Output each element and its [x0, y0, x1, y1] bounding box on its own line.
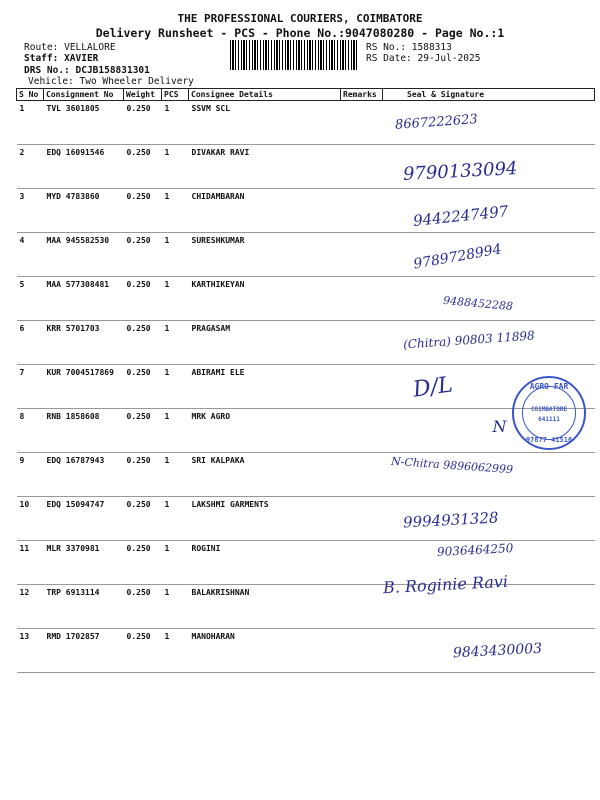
table-row — [17, 365, 595, 409]
cell-consignee: ABIRAMI ELE — [189, 365, 341, 409]
table-row — [17, 277, 595, 321]
cell-weight: 0.250 — [124, 321, 162, 365]
cell-signature — [383, 277, 595, 321]
cell-remarks — [341, 585, 383, 629]
signature: 9442247497 — [411, 202, 509, 230]
rs-date-line — [366, 53, 480, 64]
rs-no-line — [366, 42, 452, 53]
table-row — [17, 101, 595, 145]
cell-signature — [383, 145, 595, 189]
stamp-top-text: AGRO FAR — [529, 382, 569, 391]
cell-sno: 4 — [17, 233, 44, 277]
cell-sno: 6 — [17, 321, 44, 365]
cell-remarks — [341, 145, 383, 189]
cell-consignee: MANOHARAN — [189, 629, 341, 673]
cell-weight: 0.250 — [124, 101, 162, 145]
cell-consignee: CHIDAMBARAN — [189, 189, 341, 233]
company-seal-stamp — [512, 376, 586, 450]
cell-pcs: 1 — [162, 145, 189, 189]
cell-consignee: ROGINI — [189, 541, 341, 585]
cell-signature — [383, 233, 595, 277]
table-row — [17, 453, 595, 497]
cell-signature — [383, 101, 595, 145]
cell-remarks — [341, 365, 383, 409]
cell-consignment: EDQ 16091546 — [44, 145, 124, 189]
cell-weight: 0.250 — [124, 629, 162, 673]
cell-pcs: 1 — [162, 233, 189, 277]
cell-pcs: 1 — [162, 585, 189, 629]
drs-line — [24, 65, 150, 76]
cell-pcs: 1 — [162, 101, 189, 145]
cell-pcs: 1 — [162, 189, 189, 233]
drs-label: DRS No.: — [24, 65, 70, 76]
cell-pcs: 1 — [162, 453, 189, 497]
cell-sno: 13 — [17, 629, 44, 673]
cell-weight: 0.250 — [124, 365, 162, 409]
stamp-bottom-text: 97877 41516 — [525, 436, 573, 444]
cell-sno: 9 — [17, 453, 44, 497]
cell-consignment: RMD 1702857 — [44, 629, 124, 673]
route-line — [24, 42, 116, 53]
cell-consignment: MLR 3370981 — [44, 541, 124, 585]
cell-consignee: DIVAKAR RAVI — [189, 145, 341, 189]
route-label: Route: — [24, 42, 59, 53]
cell-weight: 0.250 — [124, 453, 162, 497]
cell-consignee: PRAGASAM — [189, 321, 341, 365]
cell-consignment: TVL 3601805 — [44, 101, 124, 145]
stamp-code-text: 641111 — [538, 416, 560, 423]
col-consignee: Consignee Details — [189, 89, 341, 101]
cell-pcs: 1 — [162, 277, 189, 321]
cell-consignment: MAA 577308481 — [44, 277, 124, 321]
cell-weight: 0.250 — [124, 497, 162, 541]
cell-signature — [383, 321, 595, 365]
cell-signature — [383, 497, 595, 541]
company-title: THE PROFESSIONAL COURIERS, COIMBATORE — [177, 12, 423, 25]
cell-sno: 7 — [17, 365, 44, 409]
cell-remarks — [341, 189, 383, 233]
cell-remarks — [341, 233, 383, 277]
cell-sno: 12 — [17, 585, 44, 629]
drs-value: DCJB158831301 — [75, 65, 150, 76]
signature: 9789728994 — [411, 241, 503, 273]
rs-no-label: RS No.: — [366, 42, 407, 53]
cell-consignee: KARTHIKEYAN — [189, 277, 341, 321]
signature-mark: N — [492, 417, 507, 436]
signature: 9790133094 — [402, 158, 518, 185]
cell-consignment: TRP 6913114 — [44, 585, 124, 629]
cell-consignment: EDQ 15094747 — [44, 497, 124, 541]
col-consignment: Consignment No — [44, 89, 124, 101]
cell-weight: 0.250 — [124, 233, 162, 277]
cell-sno: 10 — [17, 497, 44, 541]
rs-date-label: RS Date: — [366, 53, 412, 64]
table-row — [17, 409, 595, 453]
cell-sno: 3 — [17, 189, 44, 233]
cell-weight: 0.250 — [124, 409, 162, 453]
cell-signature — [383, 189, 595, 233]
signature: D/L — [410, 372, 454, 403]
cell-pcs: 1 — [162, 497, 189, 541]
stamp-middle-text: COIMBATORE — [530, 406, 568, 413]
table-row — [17, 189, 595, 233]
cell-consignee: MRK AGRO — [189, 409, 341, 453]
rs-no-value: 1588313 — [411, 42, 452, 53]
cell-weight: 0.250 — [124, 541, 162, 585]
vehicle-label: Vehicle: — [28, 76, 74, 87]
staff-line — [24, 53, 98, 64]
cell-remarks — [341, 629, 383, 673]
cell-remarks — [341, 101, 383, 145]
staff-value: XAVIER — [64, 53, 99, 64]
signature: 9488452288 — [442, 293, 513, 314]
cell-remarks — [341, 541, 383, 585]
cell-remarks — [341, 497, 383, 541]
cell-weight: 0.250 — [124, 585, 162, 629]
cell-signature — [383, 453, 595, 497]
signature: 9036464250 — [436, 541, 514, 559]
staff-label: Staff: — [24, 53, 59, 64]
cell-sno: 5 — [17, 277, 44, 321]
rs-date-value: 29-Jul-2025 — [417, 53, 481, 64]
col-remarks: Remarks — [341, 89, 383, 101]
cell-consignment: KRR 5701703 — [44, 321, 124, 365]
cell-sno: 1 — [17, 101, 44, 145]
stamp-inner-ring — [522, 386, 576, 440]
cell-consignee: BALAKRISHNAN — [189, 585, 341, 629]
table-row — [17, 145, 595, 189]
cell-consignment: MAA 945582530 — [44, 233, 124, 277]
table-row — [17, 585, 595, 629]
cell-consignee: LAKSHMI GARMENTS — [189, 497, 341, 541]
signature: 9843430003 — [452, 640, 542, 662]
cell-consignment: EDQ 16787943 — [44, 453, 124, 497]
cell-signature — [383, 629, 595, 673]
table-row — [17, 497, 595, 541]
cell-consignment: MYD 4783860 — [44, 189, 124, 233]
cell-weight: 0.250 — [124, 145, 162, 189]
table-row — [17, 233, 595, 277]
signature: (Chitra) 90803 11898 — [402, 328, 535, 352]
cell-consignee: SRI KALPAKA — [189, 453, 341, 497]
table-row — [17, 629, 595, 673]
runsheet-table — [16, 88, 595, 673]
cell-consignment: KUR 7004517869 — [44, 365, 124, 409]
cell-consignee: SSVM SCL — [189, 101, 341, 145]
cell-pcs: 1 — [162, 365, 189, 409]
col-signature: Seal & Signature — [383, 89, 595, 101]
cell-sno: 8 — [17, 409, 44, 453]
barcode — [230, 40, 358, 70]
vehicle-value: Two Wheeler Delivery — [79, 76, 194, 87]
cell-pcs: 1 — [162, 629, 189, 673]
cell-pcs: 1 — [162, 541, 189, 585]
cell-consignment: RNB 1858608 — [44, 409, 124, 453]
cell-signature — [382, 571, 595, 629]
cell-remarks — [341, 321, 383, 365]
cell-pcs: 1 — [162, 321, 189, 365]
col-weight: Weight — [124, 89, 162, 101]
signature: N-Chitra 9896062999 — [390, 454, 513, 477]
table-row — [17, 321, 595, 365]
vehicle-line — [28, 76, 194, 87]
runsheet-subtitle: Delivery Runsheet - PCS - Phone No.:9047080280 - Page No.:1 — [95, 26, 505, 40]
cell-pcs: 1 — [162, 409, 189, 453]
cell-remarks — [341, 409, 383, 453]
route-value: VELLALORE — [64, 42, 116, 53]
signature: B. Roginie Ravi — [382, 571, 508, 598]
cell-remarks — [341, 453, 383, 497]
cell-weight: 0.250 — [124, 189, 162, 233]
cell-sno: 2 — [17, 145, 44, 189]
table-header-row — [17, 89, 595, 101]
cell-consignee: SURESHKUMAR — [189, 233, 341, 277]
cell-weight: 0.250 — [124, 277, 162, 321]
cell-remarks — [341, 277, 383, 321]
col-sno: S No — [17, 89, 44, 101]
signature: 8667222623 — [394, 112, 478, 133]
col-pcs: PCS — [162, 89, 189, 101]
cell-sno: 11 — [17, 541, 44, 585]
signature: 9994931328 — [402, 508, 499, 532]
